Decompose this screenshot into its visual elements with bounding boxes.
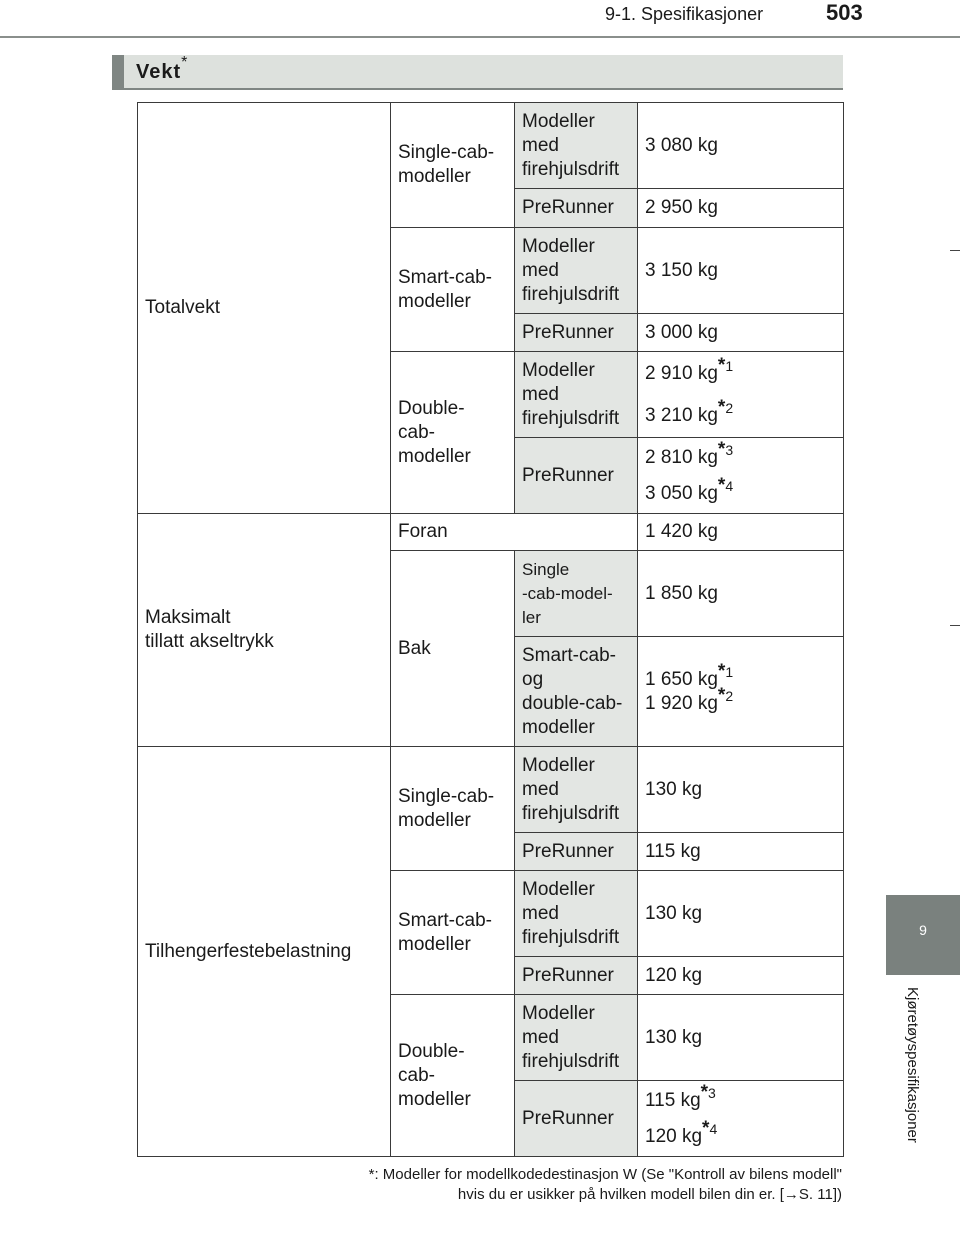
footnote-marker bbox=[717, 660, 734, 682]
total-smart-pr-value: 3 000 kg bbox=[638, 314, 844, 352]
star: * bbox=[717, 474, 726, 496]
marker-number: 1 bbox=[725, 357, 734, 374]
footnote-marker bbox=[717, 684, 734, 706]
value-text: 115 kg bbox=[645, 1089, 701, 1111]
prerunner-label: PreRunner bbox=[515, 189, 638, 228]
hitch-single-pr-value: 115 kg bbox=[638, 833, 844, 871]
marker-number: 3 bbox=[725, 441, 734, 458]
star: * bbox=[717, 684, 726, 706]
star: * bbox=[700, 1081, 709, 1103]
smart-cab-label: Smart-cab- modeller bbox=[391, 871, 515, 995]
footnote-marker bbox=[717, 396, 734, 418]
value-text: 3 210 kg bbox=[645, 404, 718, 426]
section-heading bbox=[112, 55, 843, 90]
value-line bbox=[645, 474, 836, 506]
footnote-marker bbox=[702, 1117, 718, 1139]
section-title-mark: * bbox=[181, 54, 189, 71]
double-cab-label: Double- cab- modeller bbox=[391, 352, 515, 514]
double-cab-label: Double- cab- modeller bbox=[391, 995, 515, 1157]
value-line bbox=[645, 438, 836, 470]
table-row bbox=[138, 514, 844, 551]
prerunner-label: PreRunner bbox=[515, 438, 638, 514]
rear-smart-double-values bbox=[638, 637, 844, 747]
margin-tick bbox=[950, 625, 960, 626]
marker-number: 4 bbox=[709, 1120, 718, 1137]
value-line bbox=[645, 354, 836, 386]
page-number: 503 bbox=[826, 0, 863, 25]
prerunner-label: PreRunner bbox=[515, 957, 638, 995]
weight-spec-table bbox=[137, 102, 844, 1157]
table-row bbox=[138, 103, 844, 189]
footnote-marker bbox=[717, 474, 734, 496]
single-cab-label: Single-cab- modeller bbox=[391, 747, 515, 871]
marker-number: 1 bbox=[725, 663, 734, 680]
total-single-awd-value: 3 080 kg bbox=[638, 103, 844, 189]
footnote-marker bbox=[700, 1081, 716, 1103]
hitch-single-awd-value: 130 kg bbox=[638, 747, 844, 833]
marker-number: 4 bbox=[725, 477, 734, 494]
spacer bbox=[645, 470, 836, 482]
front-label: Foran bbox=[391, 514, 638, 551]
value-line bbox=[645, 684, 836, 716]
awd-label: Modeller med firehjulsdrift bbox=[515, 103, 638, 189]
total-weight-text: Totalvekt bbox=[145, 297, 220, 318]
footnote-line-2: hvis du er usikker på hvilken modell bilen din er. [→S. 11]) bbox=[457, 1186, 842, 1203]
star: * bbox=[717, 396, 726, 418]
front-axle-value: 1 420 kg bbox=[638, 514, 844, 551]
value-line bbox=[645, 660, 836, 692]
marker-number: 2 bbox=[725, 687, 734, 704]
section-title-text: Vekt bbox=[136, 61, 182, 83]
header-rule bbox=[0, 36, 960, 38]
footnote-marker bbox=[717, 438, 734, 460]
value-line bbox=[645, 1081, 836, 1113]
hitch-double-awd-value: 130 kg bbox=[638, 995, 844, 1081]
hitch-smart-awd-value: 130 kg bbox=[638, 871, 844, 957]
value-text: 1 920 kg bbox=[645, 692, 718, 714]
section-heading-bar bbox=[112, 55, 124, 90]
rear-label: Bak bbox=[391, 551, 515, 747]
prerunner-label: PreRunner bbox=[515, 1081, 638, 1157]
total-double-pr-values bbox=[638, 438, 844, 514]
footnote bbox=[369, 1165, 842, 1205]
awd-label: Modeller med firehjulsdrift bbox=[515, 995, 638, 1081]
awd-label: Modeller med firehjulsdrift bbox=[515, 871, 638, 957]
total-weight-label bbox=[138, 103, 391, 514]
star: * bbox=[717, 354, 726, 376]
single-cab-label: Single-cab- modeller bbox=[391, 103, 515, 228]
margin-tick bbox=[950, 250, 960, 251]
value-text: 120 kg bbox=[645, 1125, 703, 1147]
marker-number: 2 bbox=[725, 399, 734, 416]
prerunner-label: PreRunner bbox=[515, 833, 638, 871]
awd-label: Modeller med firehjulsdrift bbox=[515, 228, 638, 314]
hitch-double-pr-values bbox=[638, 1081, 844, 1157]
chapter-side-label: Kjøretøyspesifikasjoner bbox=[904, 987, 921, 1143]
footnote-line-1: *: Modeller for modellkodedestinasjon W (Se "Kontroll av bilens modell" bbox=[368, 1166, 842, 1183]
star: * bbox=[717, 438, 726, 460]
smart-cab-label: Smart-cab- modeller bbox=[391, 228, 515, 352]
hitch-load-label: Tilhengerfestebelastning bbox=[138, 747, 391, 1157]
hitch-smart-pr-value: 120 kg bbox=[638, 957, 844, 995]
value-line bbox=[645, 1117, 836, 1149]
section-title bbox=[136, 54, 189, 84]
spacer bbox=[645, 386, 836, 404]
rear-single-value: 1 850 kg bbox=[638, 551, 844, 637]
chapter-tab bbox=[886, 895, 960, 975]
prerunner-label: PreRunner bbox=[515, 314, 638, 352]
value-text: 3 050 kg bbox=[645, 482, 718, 504]
awd-label: Modeller med firehjulsdrift bbox=[515, 747, 638, 833]
value-text: 2 910 kg bbox=[645, 362, 718, 384]
table-row bbox=[138, 747, 844, 833]
value-line bbox=[645, 396, 836, 428]
spacer bbox=[645, 1113, 836, 1125]
footnote-marker bbox=[717, 354, 734, 376]
smart-double-label: Smart-cab- og double-cab- modeller bbox=[515, 637, 638, 747]
marker-number: 3 bbox=[708, 1084, 716, 1101]
total-smart-awd-value: 3 150 kg bbox=[638, 228, 844, 314]
single-cab-models-label: Single -cab-model- ler bbox=[515, 551, 638, 637]
total-single-pr-value: 2 950 kg bbox=[638, 189, 844, 228]
star: * bbox=[702, 1117, 710, 1139]
value-text: 2 810 kg bbox=[645, 446, 718, 468]
chapter-number: 9 bbox=[919, 922, 927, 938]
star: * bbox=[717, 660, 726, 682]
total-double-awd-values bbox=[638, 352, 844, 438]
awd-label: Modeller med firehjulsdrift bbox=[515, 352, 638, 438]
header-section-title: 9-1. Spesifikasjoner bbox=[605, 4, 764, 24]
axle-load-label: Maksimalt tillatt akseltrykk bbox=[138, 514, 391, 747]
value-text: 1 650 kg bbox=[645, 668, 718, 690]
